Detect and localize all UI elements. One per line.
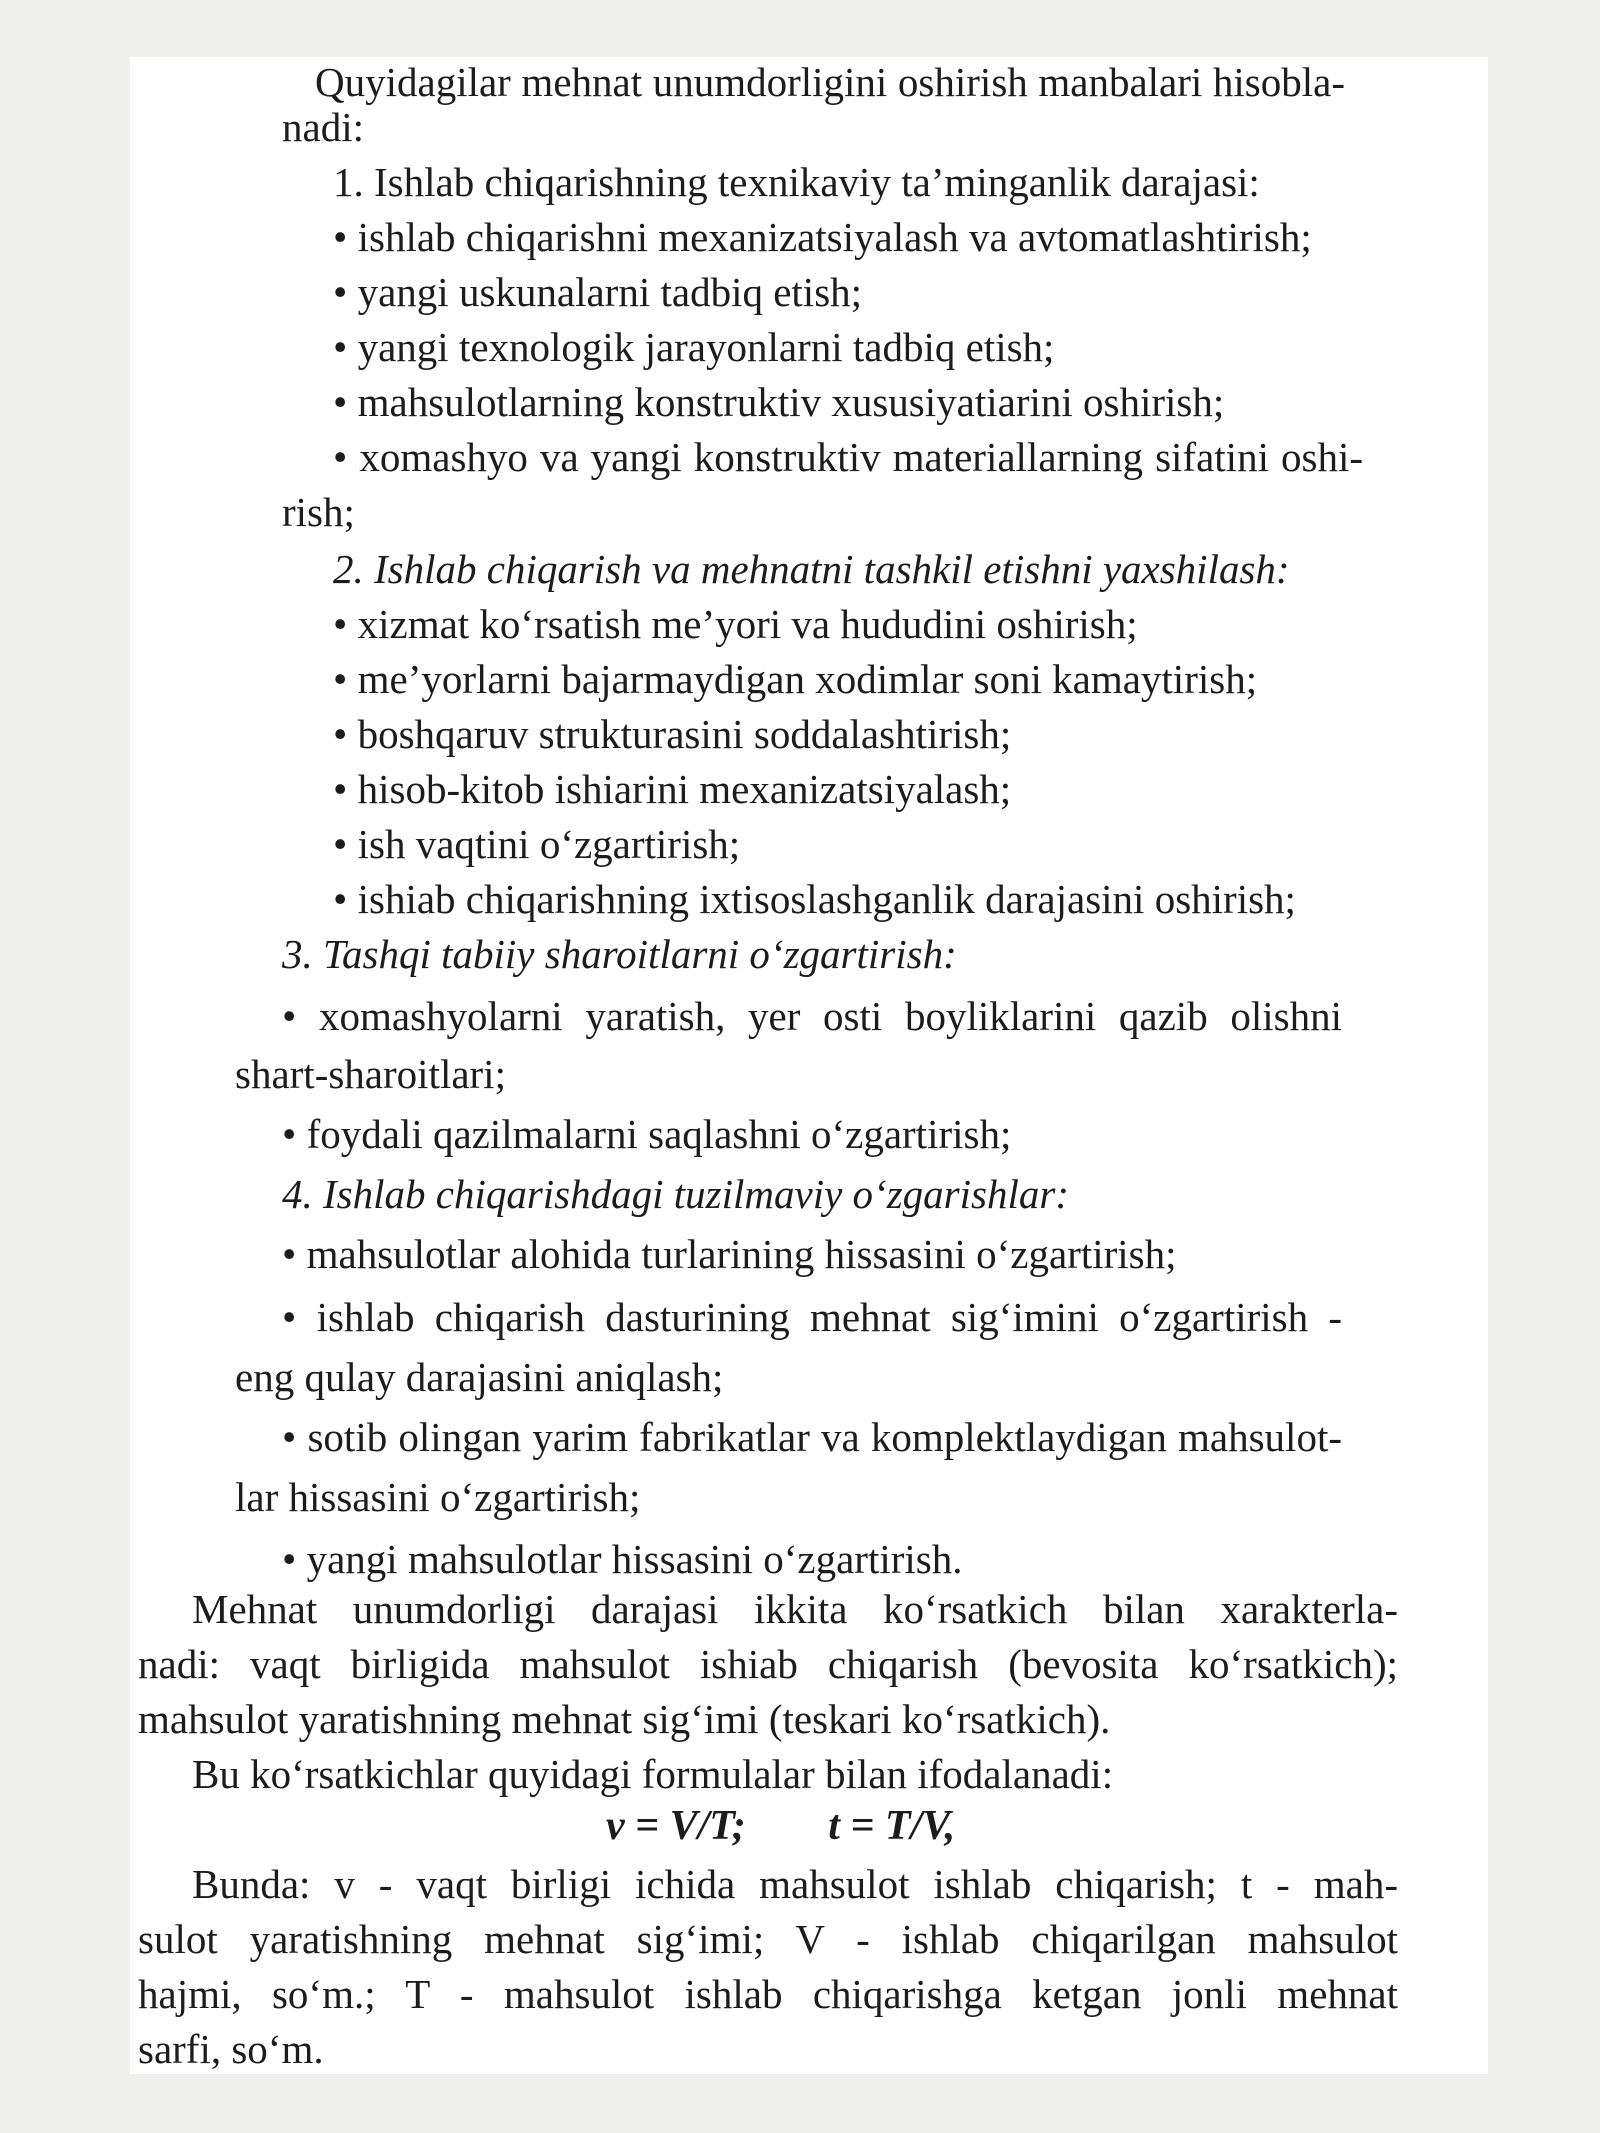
section-1-item-5: • xomashyo va yangi konstruktiv materiallarning sifatini oshi- xyxy=(333,434,1363,480)
section-2-item-1: • xizmat ko‘rsatish me’yori va hududini oshirish; xyxy=(333,601,1138,647)
section-1-item-4: • mahsulotlarning konstruktiv xususiyatiarini oshirish; xyxy=(333,379,1225,425)
section-2-item-3: • boshqaruv strukturasini soddalashtirish; xyxy=(333,711,1012,757)
section-2-item-6: • ishiab chiqarishning ixtisoslashganlik darajasini oshirish; xyxy=(333,876,1296,922)
section-1-item-3: • yangi texnologik jarayonlarni tadbiq etish; xyxy=(333,324,1055,370)
paragraph-1-line-3: mahsulot yaratishning mehnat sig‘imi (teskari ko‘rsatkich). xyxy=(138,1696,1111,1742)
section-3-item-2: • foydali qazilmalarni saqlashni o‘zgartirish; xyxy=(282,1111,1012,1157)
section-4-item-4: • yangi mahsulotlar hissasini o‘zgartirish. xyxy=(282,1536,963,1582)
section-4-item-2: • ishlab chiqarish dasturining mehnat sig‘imini o‘zgartirish - xyxy=(282,1294,1342,1340)
formula xyxy=(570,1802,991,1850)
section-2-heading: 2. Ishlab chiqarish va mehnatni tashkil etishni yaxshilash: xyxy=(333,546,1290,592)
section-4-item-2-cont: eng qulay darajasini aniqlash; xyxy=(235,1354,724,1400)
paragraph-2: Bu ko‘rsatkichlar quyidagi formulalar bilan ifodalanadi: xyxy=(192,1751,1114,1797)
paragraph-3-line-1: Bunda: v - vaqt birligi ichida mahsulot ishlab chiqarish; t - mah- xyxy=(192,1861,1398,1907)
formula-labor-intensity: t = T/V, xyxy=(828,1803,956,1849)
section-4-item-1: • mahsulotlar alohida turlarining hissasini o‘zgartirish; xyxy=(282,1231,1177,1277)
section-3-heading: 3. Tashqi tabiiy sharoitlarni o‘zgartirish: xyxy=(282,931,957,977)
section-3-item-1-cont: shart-sharoitlari; xyxy=(235,1051,506,1097)
document-page xyxy=(130,57,1488,2074)
paragraph-1-line-1: Mehnat unumdorligi darajasi ikkita ko‘rsatkich bilan xarakterla- xyxy=(192,1586,1398,1632)
section-2-item-2: • me’yorlarni bajarmaydigan xodimlar soni kamaytirish; xyxy=(333,656,1258,702)
formula-productivity: v = V/T; xyxy=(606,1803,746,1849)
section-1-item-1: • ishlab chiqarishni mexanizatsiyalash va avtomatlashtirish; xyxy=(333,214,1312,260)
section-4-item-3-cont: lar hissasini o‘zgartirish; xyxy=(235,1474,641,1520)
section-3-item-1: • xomashyolarni yaratish, yer osti boyliklarini qazib olishni xyxy=(282,993,1342,1039)
paragraph-3-line-3: hajmi, so‘m.; T - mahsulot ishlab chiqarishga ketgan jonli mehnat xyxy=(138,1971,1398,2017)
section-2-item-5: • ish vaqtini o‘zgartirish; xyxy=(333,821,741,867)
intro-line-2: nadi: xyxy=(282,104,364,150)
section-1-heading: 1. Ishlab chiqarishning texnikaviy ta’minganlik darajasi: xyxy=(333,159,1260,205)
paragraph-3-line-4: sarfi, so‘m. xyxy=(138,2026,324,2072)
section-2-item-4: • hisob-kitob ishiarini mexanizatsiyalash; xyxy=(333,766,1012,812)
paragraph-1-line-2: nadi: vaqt birligida mahsulot ishiab chiqarish (bevosita ko‘rsatkich); xyxy=(138,1641,1398,1687)
section-1-item-2: • yangi uskunalarni tadbiq etish; xyxy=(333,269,863,315)
section-4-heading: 4. Ishlab chiqarishdagi tuzilmaviy o‘zgarishlar: xyxy=(282,1171,1069,1217)
paragraph-3-line-2: sulot yaratishning mehnat sig‘imi; V - ishlab chiqarilgan mahsulot xyxy=(138,1916,1398,1962)
section-1-item-5-cont: rish; xyxy=(282,489,355,535)
section-4-item-3: • sotib olingan yarim fabrikatlar va komplektlaydigan mahsulot- xyxy=(282,1414,1342,1460)
intro-line-1: Quyidagilar mehnat unumdorligini oshirish manbalari hisobla- xyxy=(315,59,1345,105)
